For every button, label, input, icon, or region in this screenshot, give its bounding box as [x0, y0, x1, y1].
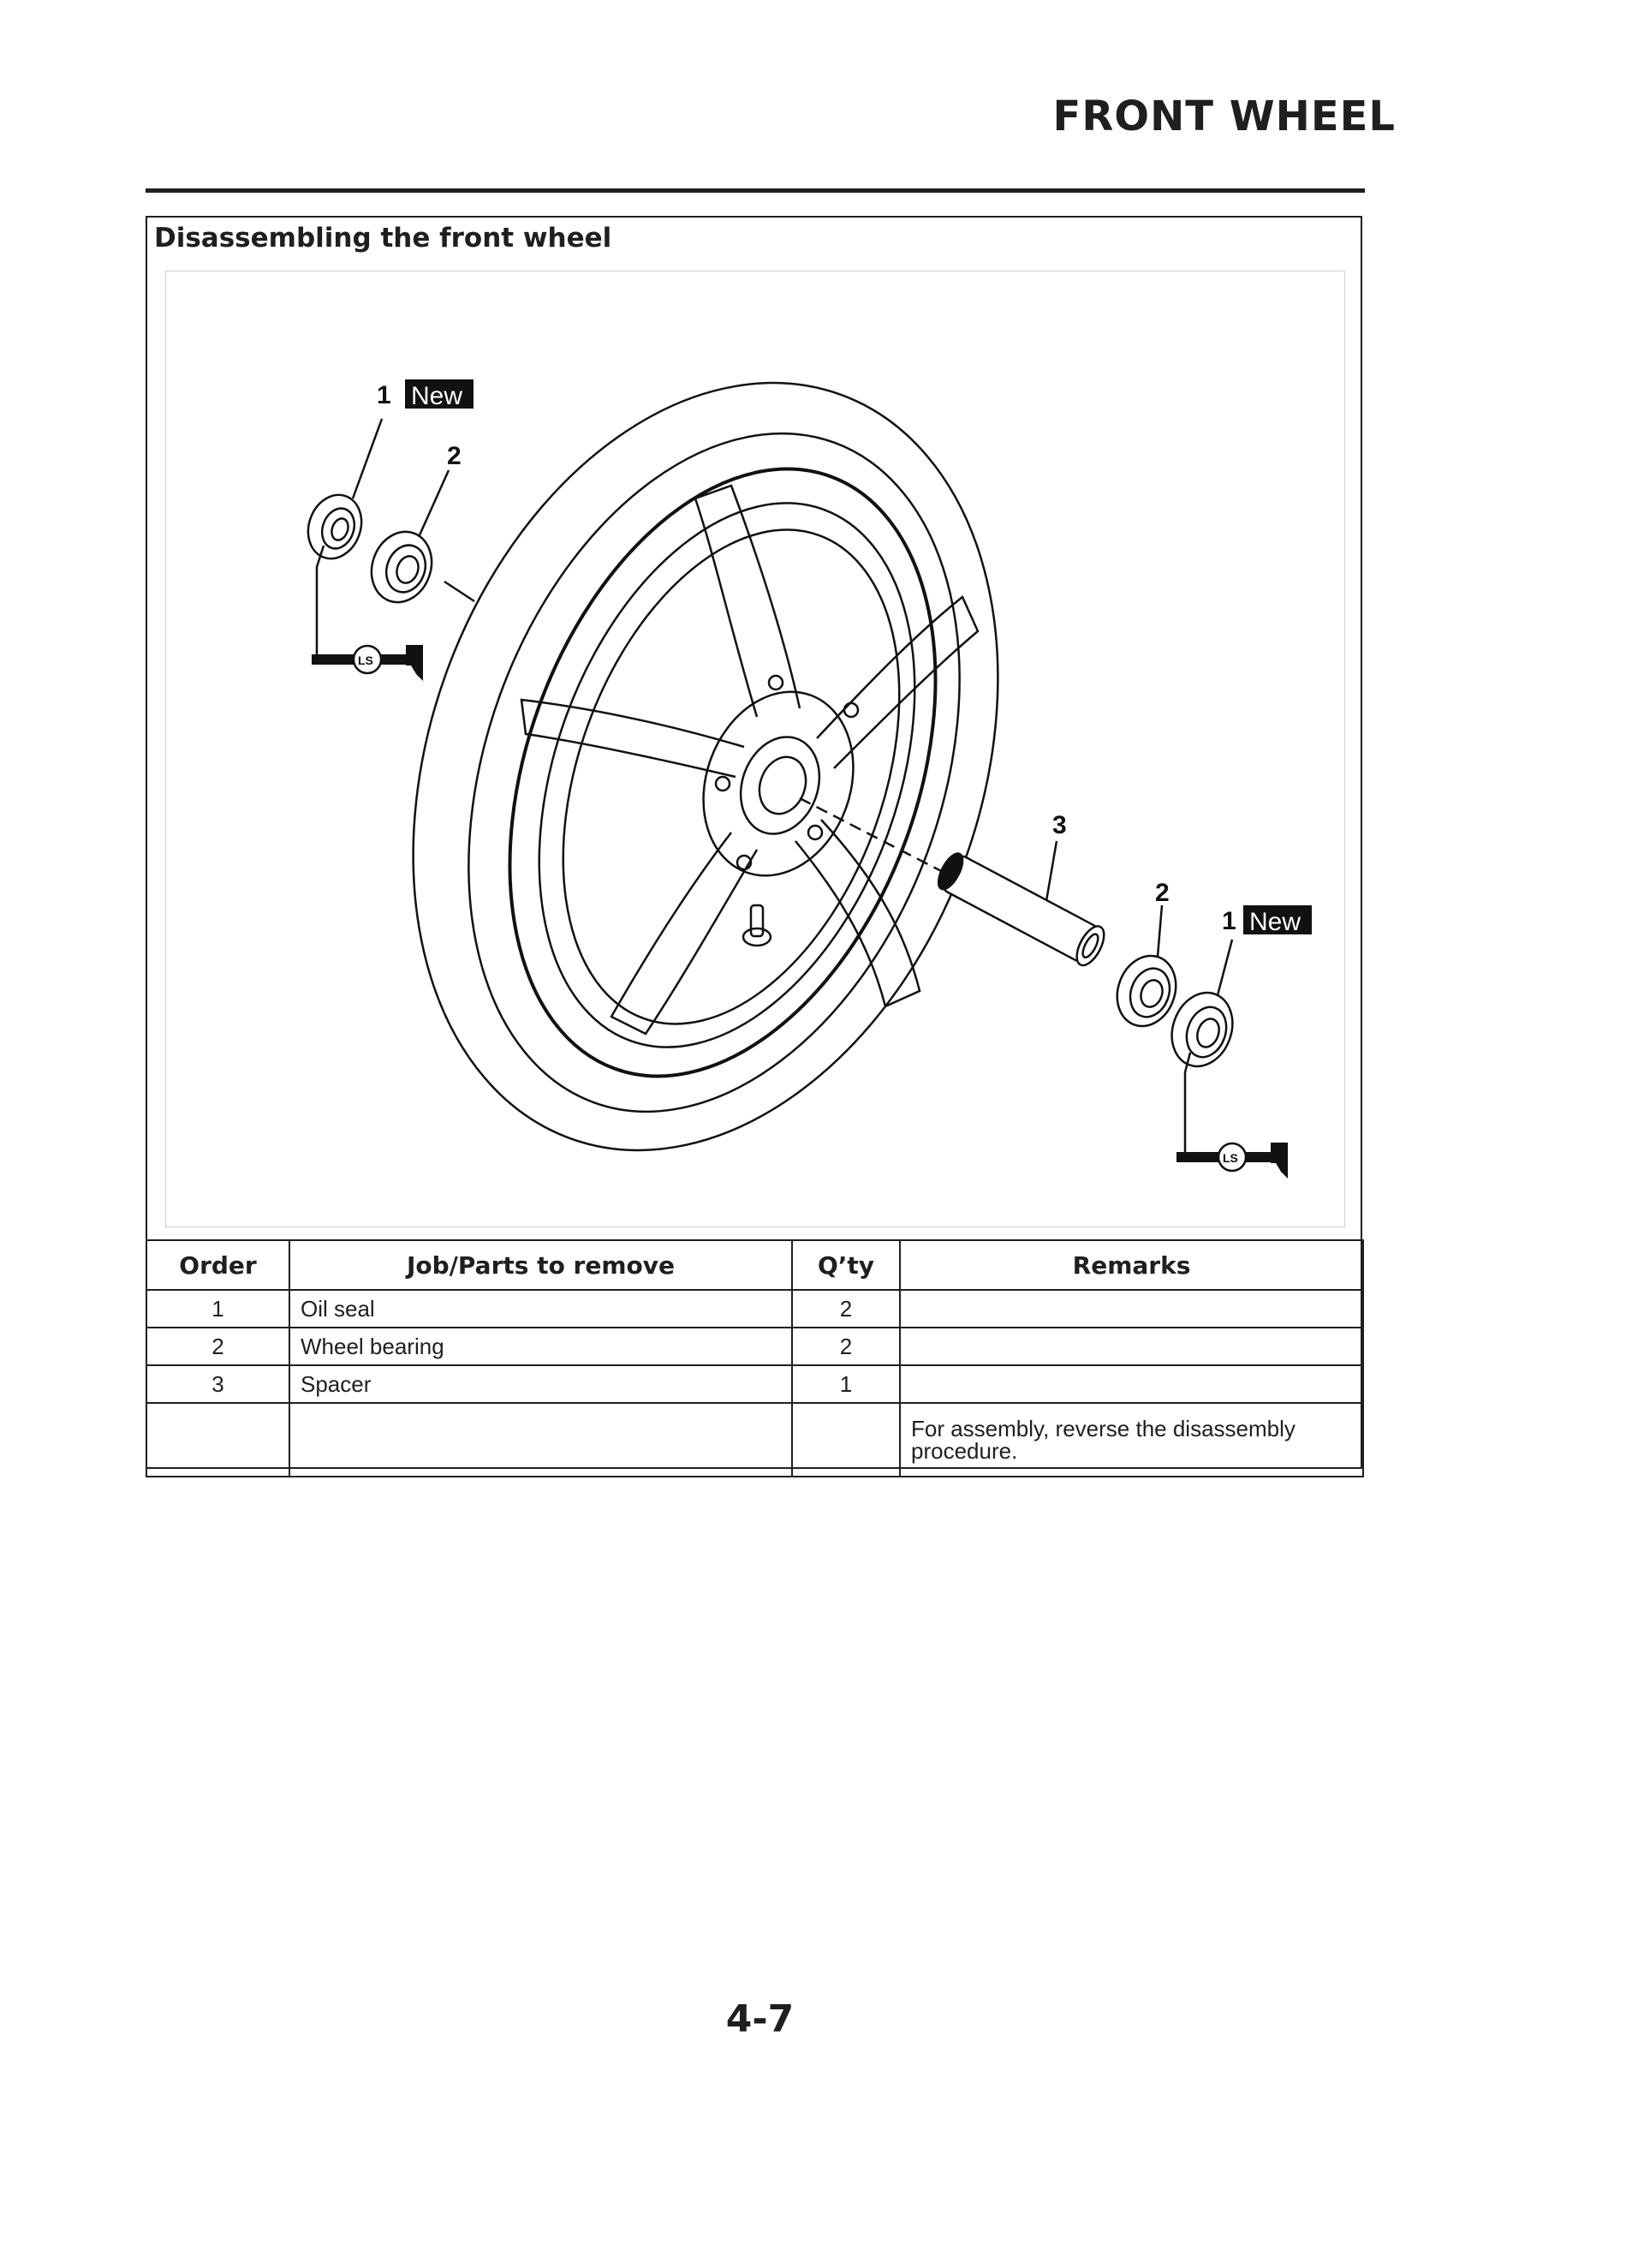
callout-left-bearing: 2	[447, 442, 462, 470]
col-header-qty: Q’ty	[792, 1240, 900, 1290]
svg-text:LS: LS	[1223, 1151, 1238, 1165]
header-rule	[146, 188, 1365, 193]
spacer-part	[933, 849, 1110, 970]
spoke-2	[817, 597, 978, 768]
cell-order	[146, 1403, 289, 1477]
col-header-remarks: Remarks	[900, 1240, 1363, 1290]
callout-left-oil-seal: 1	[377, 381, 391, 409]
disc-bolt-4	[716, 777, 730, 791]
front-wheel-diagram	[166, 272, 1346, 1228]
cell-qty: 1	[792, 1365, 900, 1403]
parts-table	[146, 1239, 1364, 1477]
spoke-5	[521, 700, 744, 777]
cell-part: Spacer	[289, 1365, 792, 1403]
cell-qty	[792, 1403, 900, 1477]
table-row	[146, 1403, 1363, 1477]
new-tag-left: New	[411, 382, 463, 410]
exploded-view-figure	[165, 271, 1345, 1227]
left-oil-seal	[300, 487, 370, 566]
cell-order: 1	[146, 1290, 289, 1328]
disc-bolt-1	[769, 676, 783, 689]
col-header-order: Order	[146, 1240, 289, 1290]
section-title: Disassembling the front wheel	[154, 223, 612, 254]
cell-qty: 2	[792, 1290, 900, 1328]
left-wheel-bearing	[362, 523, 442, 611]
leader-spacer	[1046, 841, 1057, 901]
callout-right-oil-seal: 1	[1222, 907, 1236, 935]
cell-part	[289, 1403, 792, 1477]
tire-outline	[311, 301, 1099, 1228]
callout-right-bearing: 2	[1155, 879, 1170, 907]
spoke-1	[695, 486, 800, 717]
page-number: 4-7	[725, 1997, 795, 2041]
cell-remarks	[900, 1365, 1363, 1403]
svg-text:LS: LS	[358, 654, 373, 667]
table-row	[146, 1290, 1363, 1328]
cell-remarks	[900, 1328, 1363, 1365]
cell-part: Oil seal	[289, 1290, 792, 1328]
grease-symbol-right	[1176, 1143, 1288, 1179]
cell-qty: 2	[792, 1328, 900, 1365]
hub-outer	[728, 725, 832, 845]
page-header-title: FRONT WHEEL	[1052, 93, 1396, 140]
table-row	[146, 1365, 1363, 1403]
leader-left-2	[419, 470, 449, 537]
cell-order: 2	[146, 1328, 289, 1365]
grease-symbol-left	[312, 645, 423, 681]
cell-order: 3	[146, 1365, 289, 1403]
hub-inner	[752, 750, 813, 821]
new-tag-right: New	[1249, 908, 1302, 936]
cell-remarks: For assembly, reverse the disassembly procedure.	[900, 1403, 1363, 1477]
valve-stem	[751, 905, 763, 936]
cell-part: Wheel bearing	[289, 1328, 792, 1365]
table-row	[146, 1328, 1363, 1365]
disc-bolt-2	[844, 703, 858, 717]
spoke-4	[611, 833, 757, 1034]
leader-left-wheel	[444, 582, 474, 601]
grease-arrow-left	[317, 546, 324, 661]
grease-arrow-right	[1185, 1053, 1190, 1154]
table-header-row	[146, 1240, 1363, 1290]
disc-bolt-3	[808, 826, 822, 839]
leader-right-2	[1158, 905, 1162, 957]
leader-right-1	[1218, 940, 1232, 995]
callout-spacer: 3	[1052, 811, 1067, 839]
col-header-part: Job/Parts to remove	[289, 1240, 792, 1290]
leader-left-1	[353, 419, 382, 498]
cell-remarks	[900, 1290, 1363, 1328]
